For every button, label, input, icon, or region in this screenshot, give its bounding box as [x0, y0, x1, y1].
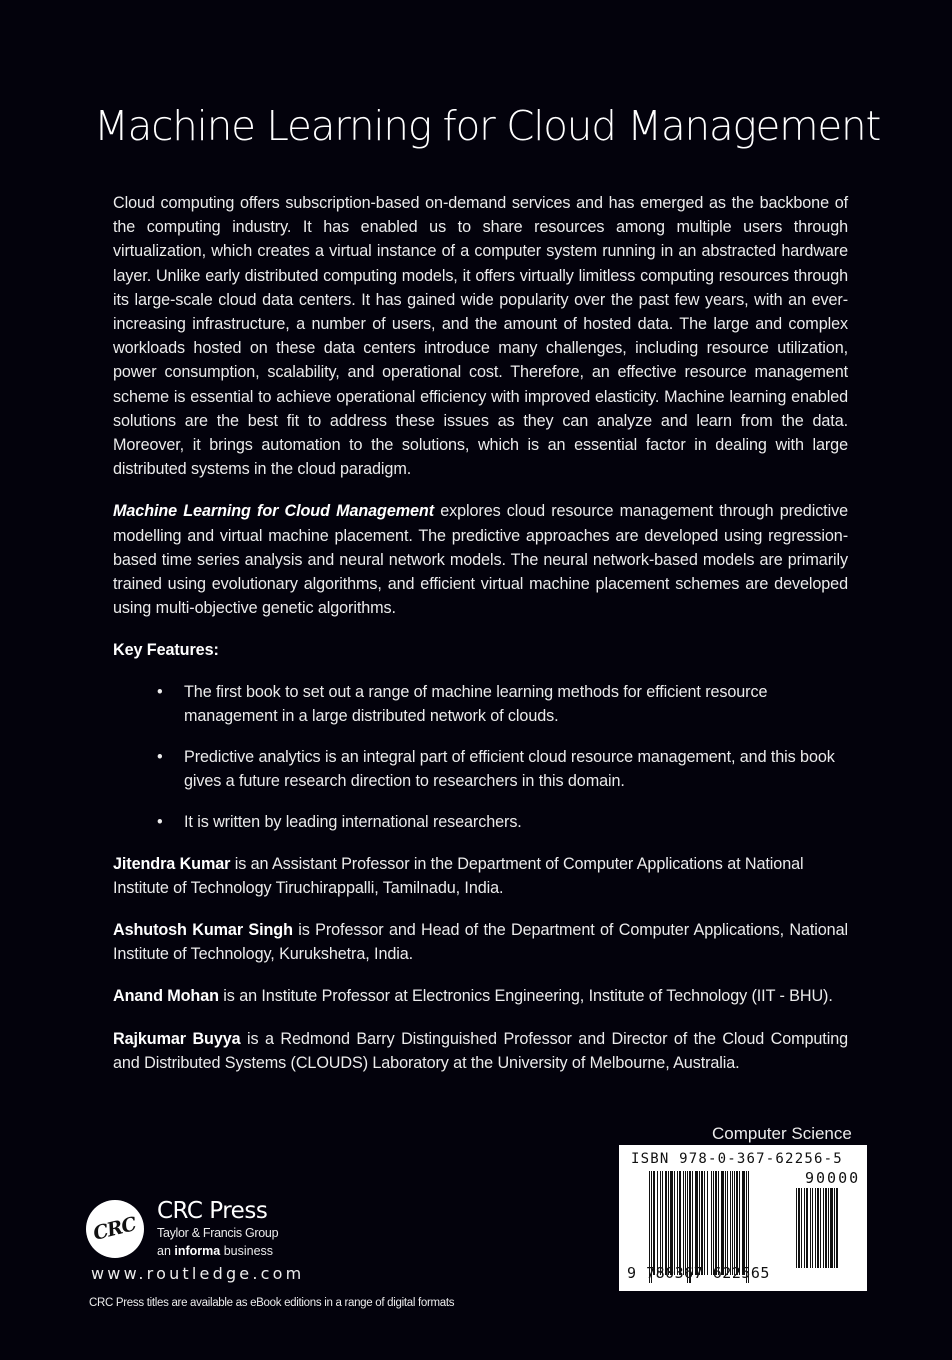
ean-digits: [627, 1264, 770, 1282]
isbn-label: ISBN 978-0-367-62256-5: [631, 1151, 843, 1167]
key-feature-item: [113, 745, 848, 793]
crc-logo-icon: [86, 1200, 144, 1258]
publisher-block: [157, 1198, 278, 1260]
author-bio: [113, 1027, 848, 1075]
bullet-icon: •: [157, 682, 163, 701]
book-title: Machine Learning for Cloud Management: [94, 102, 881, 150]
description-paragraph-2-text: explores cloud resource management through predictive modelling and virtual machine placement. The predictive approaches are developed using regression-based time series analysis and neural network models. The neural network-based models are primarily trained using evolutionary algorithms, and efficient virtual machine placement schemes are developed using multi-objective genetic algorithms.: [113, 502, 848, 618]
description-paragraph-2: [113, 499, 848, 620]
publisher-group: Taylor & Francis Group: [157, 1226, 279, 1240]
key-feature-text: Predictive analytics is an integral part of efficient cloud resource management, and this book gives a future research direction to researchers in this domain.: [184, 748, 835, 791]
author-bio: [113, 984, 848, 1008]
publisher-parent: [157, 1242, 278, 1260]
ean-first-digit: 9: [627, 1264, 637, 1282]
informa-prefix: an: [157, 1244, 175, 1258]
book-title-inline: Machine Learning for Cloud Management: [113, 502, 435, 521]
author-name: Rajkumar Buyya: [113, 1029, 241, 1048]
author-bio: [113, 918, 848, 966]
barcode-bars-addon: [796, 1188, 838, 1268]
author-bio-text: is Professor and Head of the Department of Computer Applications, National Institute of Technology, Kurukshetra, India.: [113, 921, 848, 964]
author-bio: [113, 852, 848, 900]
key-feature-text: It is written by leading international researchers.: [184, 813, 522, 832]
key-feature-item: [113, 680, 848, 728]
publisher-name: CRC Press: [157, 1198, 268, 1224]
ebook-availability-note: CRC Press titles are available as eBook editions in a range of digital formats: [89, 1297, 455, 1309]
author-bio-text: is an Assistant Professor in the Department of Computer Applications at National Institute of Technology Tiruchirappalli, Tamilnadu, India.: [113, 854, 804, 897]
author-name: Ashutosh Kumar Singh: [113, 921, 293, 940]
key-features-list: [113, 680, 848, 835]
isbn-barcode: [619, 1145, 867, 1291]
author-bio-text: is a Redmond Barry Distinguished Professor and Director of the Cloud Computing and Distributed Systems (CLOUDS) Laboratory at the University of Melbourne, Australia.: [113, 1029, 849, 1072]
back-cover-text: [113, 191, 848, 1093]
bullet-icon: •: [157, 748, 163, 767]
ean-group-1: 780367: [646, 1264, 704, 1282]
description-paragraph-1: Cloud computing offers subscription-based on-demand services and has emerged as the backbone of the computing industry. It has enabled us to share resources among multiple users through virtualization, which creates a virtual instance of a computer system running in an abstracted hardware layer. Unlike early distributed computing models, it offers virtually limitless computing resources through its large-scale cloud data centers. It has gained wide popularity over the past few years, with an ever-increasing infrastructure, a number of users, and the amount of hosted data. The large and complex workloads hosted on these data centers introduce many challenges, including resource utilization, power consumption, scalability, and operational cost. Therefore, an effective resource management scheme is essential to achieve operational efficiency with improved elasticity. Machine learning enabled solutions are the best fit to address these issues as they can analyze and learn from the data. Moreover, it brings automation to the solutions, which is an essential factor in dealing with large distributed systems in the cloud paradigm.: [113, 194, 848, 479]
informa-brand: informa: [174, 1244, 221, 1258]
author-bio-text: is an Institute Professor at Electronics Engineering, Institute of Technology (IIT - BHU).: [218, 987, 833, 1006]
subject-category: Computer Science: [712, 1124, 852, 1143]
informa-suffix: business: [220, 1244, 274, 1258]
author-name: Jitendra Kumar: [113, 854, 231, 873]
barcode-bar: [836, 1188, 838, 1268]
key-feature-item: [113, 810, 848, 834]
crc-logo-text: CRC: [91, 1213, 139, 1245]
key-feature-text: The first book to set out a range of machine learning methods for efficient resource management in a large distributed network of clouds.: [184, 682, 768, 725]
ean-group-2: 622565: [712, 1264, 770, 1282]
publisher-website[interactable]: www.routledge.com: [91, 1264, 305, 1283]
key-features-heading: Key Features:: [113, 641, 219, 660]
price-code: 90000: [805, 1169, 861, 1187]
barcode-bars-main: [649, 1171, 749, 1275]
author-name: Anand Mohan: [113, 987, 219, 1006]
bullet-icon: •: [157, 813, 163, 832]
